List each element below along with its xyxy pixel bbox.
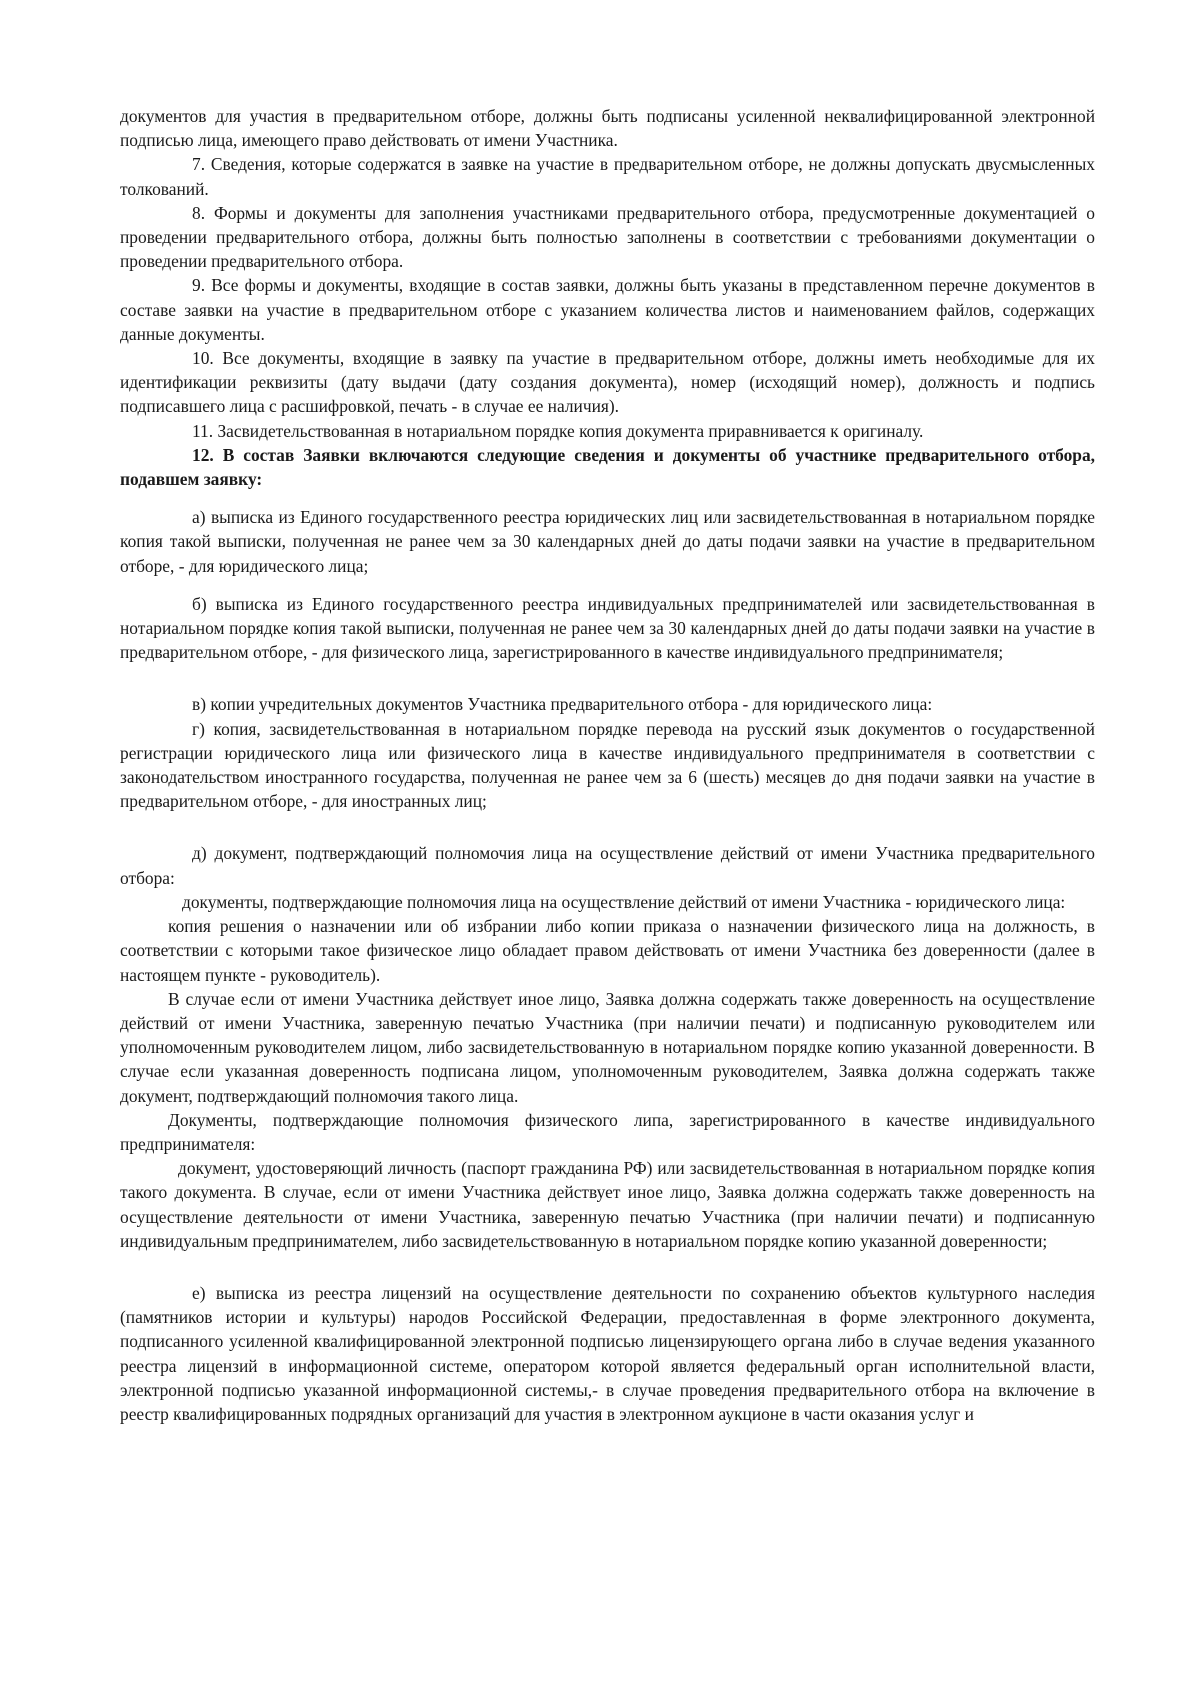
paragraph-7: 7. Сведения, которые содержатся в заявке на участие в предварительном отборе, не должны допускать двусмысленных толкований. [120,154,1095,199]
item-v: в) копии учредительных документов Участника предварительного отбора - для юридического лица: [192,694,933,715]
paragraph-11: 11. Засвидетельствованная в нотариальном порядке копия документа приравнивается к оригиналу. [192,420,924,441]
item-d-appointment-copy: копия решения о назначении или об избрании либо копии приказа о назначении физического лица на должность, в соответствии с которыми такое физическое лицо обладает правом действовать от имени Участника без доверенности (далее в настоящем пункте - руководитель). [120,916,1095,985]
item-d: д) документ, подтверждающий полномочия лица на осуществление действий от имени Участника предварительного отбора: [120,843,1095,888]
item-d-identity-document: документ, удостоверяющий личность (паспорт гражданина РФ) или засвидетельствованная в нотариальном порядке копия такого документа. В случае, если от имени Участника действует иное лицо, Заявка должна содержать также доверенность на осуществление деятельности от имени Участника, заверенную печатью Участника (при наличии печати) и подписанную индивидуальным предпринимателем, либо засвидетельствованную в нотариальном порядке копию указанной доверенности; [120,1158,1095,1251]
paragraph-8: 8. Формы и документы для заполнения участниками предварительного отбора, предусмотренные документацией о проведении предварительного отбора, должны быть полностью заполнены в соответствии с требованиями документации о проведении предварительного отбора. [120,202,1095,272]
item-d-legal-entity: документы, подтверждающие полномочия лица на осуществление действий от имени Участника - юридического лица: [182,891,1066,912]
item-d-other-person: В случае если от имени Участника действует иное лицо, Заявка должна содержать также доверенность на осуществление действий от имени Участника, заверенную печатью Участника (при наличии печати) и подписанную руководителем или уполномоченным руководителем лицом, либо засвидетельствованную в нотариальном порядке копию указанной доверенности. В случае если указанная доверенность подписана лицом, уполномоченным руководителем, Заявка должна содержать также документ, подтверждающий полномочия такого лица. [120,988,1095,1106]
item-b: б) выписка из Единого государственного реестра индивидуальных предпринимателей или засвидетельствованная в нотариальном порядке копия такой выписки, полученная не ранее чем за 30 календарных дней до даты подачи заявки на участие в предварительном отборе, - для физического лица, зарегистрированного в качестве индивидуального предпринимателя; [120,593,1095,663]
item-d-sole-proprietor: Документы, подтверждающие полномочия физического липа, зарегистрированного в качестве индивидуального предпринимателя: [120,1109,1095,1154]
paragraph-continuation: документов для участия в предварительном отборе, должны быть подписаны усиленной неквалифицированной электронной подписью лица, имеющего право действовать от имени Участника. [120,106,1095,151]
paragraph-12-heading: 12. В состав Заявки включаются следующие сведения и документы об участнике предварительного отбора, подавшем заявку: [120,444,1095,490]
item-a: а) выписка из Единого государственного реестра юридических лиц или засвидетельствованная в нотариальном порядке копия такой выписки, полученная не ранее чем за 30 календарных дней до даты подачи заявки на участие в предварительном отборе, - для юридического лица; [120,507,1095,576]
paragraph-10: 10. Все документы, входящие в заявку па участие в предварительном отборе, должны иметь необходимые для их идентификации реквизиты (дату выдачи (дату создания документа), номер (исходящий номер), должность и подпись подписавшего лица с расшифровкой, печать - в случае ее наличия). [120,348,1095,417]
paragraph-9: 9. Все формы и документы, входящие в состав заявки, должны быть указаны в представленном перечне документов в составе заявки на участие в предварительном отборе с указанием количества листов и наименованием файлов, содержащих данные документы. [120,275,1095,344]
item-e: е) выписка из реестра лицензий на осуществление деятельности по сохранению объектов культурного наследия (памятников истории и культуры) народов Российской Федерации, предоставленная в форме электронного документа, подписанного усиленной квалифицированной электронной подписью лицензирующего органа либо в случае ведения указанного реестра лицензий в информационной системе, оператором которой является федеральный орган исполнительной власти, электронной подписью указанной информационной системы,- в случае проведения предварительного отбора на включение в реестр квалифицированных подрядных организаций для участия в электронном аукционе в части оказания услуг и [120,1282,1095,1424]
document-page [120,104,1095,1426]
item-g: г) копия, засвидетельствованная в нотариальном порядке перевода на русский язык документов о государственной регистрации юридического лица или физического лица в качестве индивидуального предпринимателя в соответствии с законодательством иностранного государства, полученная не ранее чем за 6 (шесть) месяцев до дня подачи заявки на участие в предварительном отборе, - для иностранных лиц; [120,718,1095,812]
